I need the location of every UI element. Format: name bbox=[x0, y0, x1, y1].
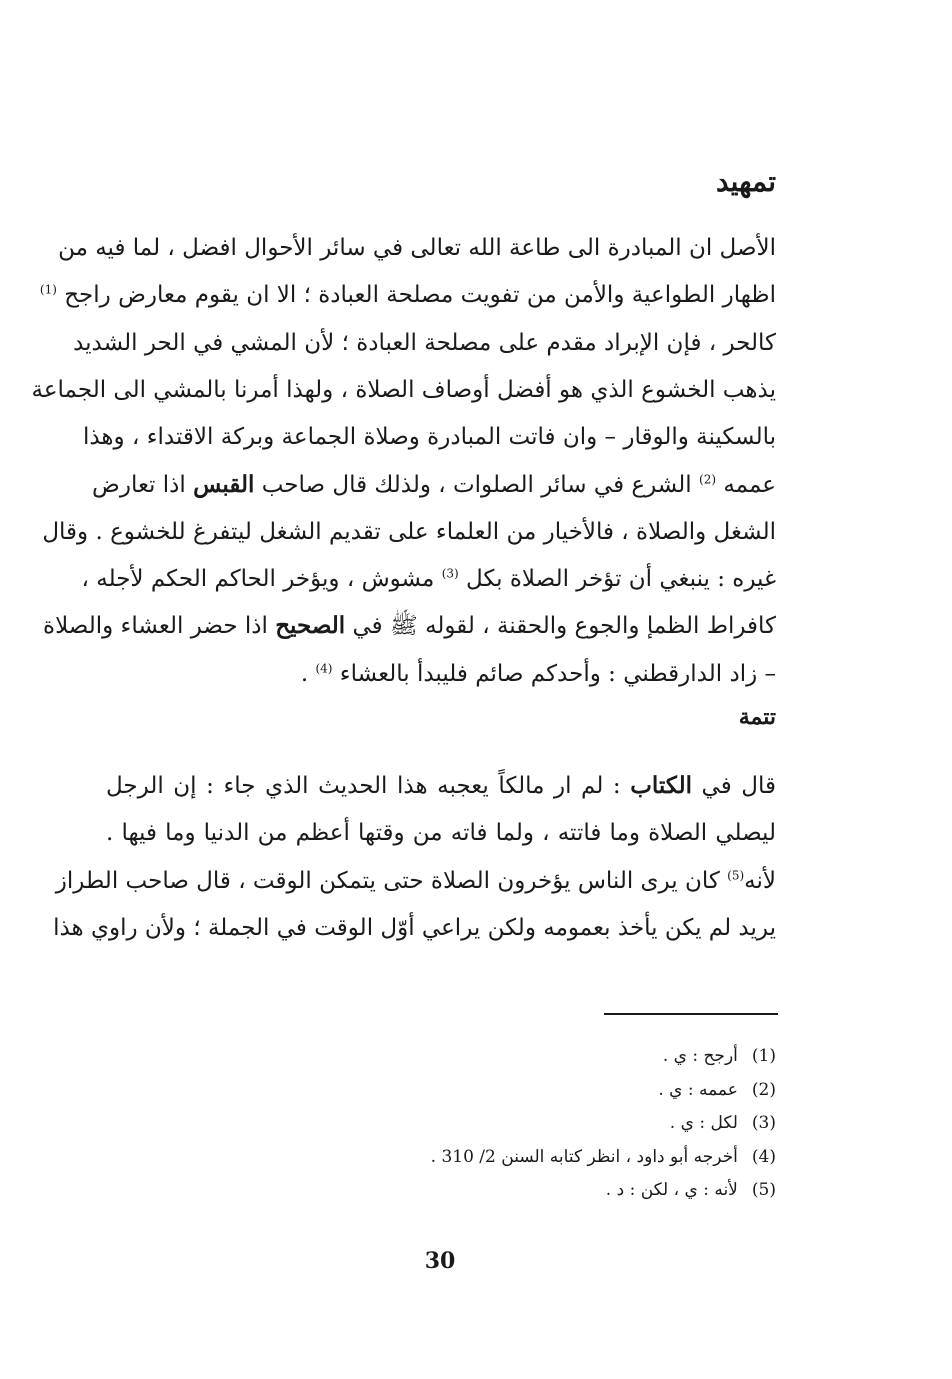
footnote-reference: (3) bbox=[441, 566, 459, 581]
text-run: بالسكينة والوقار – وان فاتت المبادرة وصلاة الجماعة وبركة الاقتداء ، وهذا bbox=[82, 424, 776, 451]
text-run: : لم ار مالكاً يعجبه هذا الحديث الذي جاء : إن الرجل bbox=[106, 773, 631, 799]
bold-keyword: الكتاب bbox=[630, 772, 692, 799]
section-heading-introduction: تمهيد bbox=[715, 165, 776, 198]
text-run: اذا تعارض bbox=[92, 471, 194, 498]
footnote-text: أرجح : ي . bbox=[662, 1046, 738, 1066]
text-run: . bbox=[300, 660, 316, 687]
text-line bbox=[82, 417, 776, 457]
text-line bbox=[92, 465, 776, 505]
text-line bbox=[106, 813, 776, 853]
text-line bbox=[106, 654, 776, 694]
text-line bbox=[55, 861, 776, 901]
bold-keyword: الصحيح bbox=[275, 612, 346, 640]
footnote-reference: (5) bbox=[727, 867, 745, 882]
footnote-item bbox=[658, 1074, 776, 1106]
text-run: الشغل والصلاة ، فالأخيار من العلماء على تقديم الشغل ليتفرغ للخشوع . وقال bbox=[42, 518, 776, 545]
footnote-text: عممه : ي . bbox=[658, 1079, 738, 1100]
text-run: كالحر ، فإن الإبراد مقدم على مصلحة العبادة ؛ لأن المشي في الحر الشديد bbox=[73, 329, 776, 356]
text-line bbox=[81, 559, 776, 599]
text-line bbox=[43, 606, 776, 646]
text-line bbox=[58, 228, 776, 268]
text-run: اذا حضر العشاء والصلاة bbox=[43, 613, 276, 640]
footnote-number: (1) bbox=[751, 1046, 776, 1066]
bold-keyword: القبس bbox=[193, 470, 255, 498]
text-run: يريد لم يكن يأخذ بعمومه ولكن يراعي أوّل الوقت في الجملة ؛ ولأن راوي هذا bbox=[53, 914, 776, 941]
footnote-item bbox=[663, 1040, 776, 1072]
footnote-item bbox=[606, 1174, 776, 1206]
text-line bbox=[31, 370, 776, 410]
text-run: يذهب الخشوع الذي هو أفضل أوصاف الصلاة ، ولهذا أمرنا بالمشي الى الجماعة bbox=[31, 376, 776, 403]
text-run: الشرع في سائر الصلوات ، ولذلك قال صاحب bbox=[254, 471, 700, 498]
text-line bbox=[53, 908, 776, 948]
text-run: لأنه bbox=[744, 867, 776, 894]
text-run: الأصل ان المبادرة الى طاعة الله تعالى في سائر الأحوال افضل ، لما فيه من bbox=[58, 235, 776, 261]
text-line bbox=[42, 512, 776, 552]
footnote-reference: (1) bbox=[39, 282, 57, 297]
footnote-number: (2) bbox=[751, 1079, 776, 1100]
text-run: كان يرى الناس يؤخرون الصلاة حتى يتمكن الوقت ، قال صاحب الطراز bbox=[55, 867, 728, 894]
footnote-number: (5) bbox=[751, 1180, 776, 1200]
text-run: مشوش ، ويؤخر الحاكم الحكم لأجله ، bbox=[81, 566, 442, 593]
footnote-item bbox=[431, 1141, 776, 1173]
footnote-reference: (2) bbox=[699, 471, 717, 486]
text-run: – زاد الدارقطني : وأحدكم صائم فليبدأ بالعشاء bbox=[332, 660, 776, 687]
footnote-text: لكل : ي . bbox=[669, 1113, 738, 1133]
footnote-item bbox=[670, 1107, 776, 1139]
section-heading-supplement: تتمة bbox=[738, 704, 776, 730]
page-number: 30 bbox=[424, 1248, 456, 1274]
footnote-number: (4) bbox=[751, 1146, 776, 1167]
footnote-separator-line bbox=[604, 1013, 778, 1015]
text-line bbox=[73, 323, 776, 363]
footnote-reference: (4) bbox=[315, 661, 333, 676]
text-line bbox=[106, 766, 776, 806]
text-run: ليصلي الصلاة وما فاتته ، ولما فاته من وقتها أعظم من الدنيا وما فيها . bbox=[106, 820, 776, 847]
text-line bbox=[39, 275, 776, 315]
text-run: كافراط الظمإ والجوع والحقنة ، لقوله ﷺ في bbox=[345, 613, 776, 640]
footnote-text: أخرجه أبو داود ، انظر كتابه السنن 2/ 310 . bbox=[430, 1146, 738, 1167]
text-run: اظهار الطواعية والأمن من تفويت مصلحة العبادة ؛ الا ان يقوم معارض راجح bbox=[56, 282, 776, 309]
footnote-text: لأنه : ي ، لكن : د . bbox=[605, 1180, 738, 1200]
text-run: قال في bbox=[691, 773, 776, 799]
text-run: عممه bbox=[716, 471, 776, 498]
footnote-number: (3) bbox=[751, 1113, 776, 1133]
text-run: غيره : ينبغي أن تؤخر الصلاة بكل bbox=[458, 566, 776, 593]
